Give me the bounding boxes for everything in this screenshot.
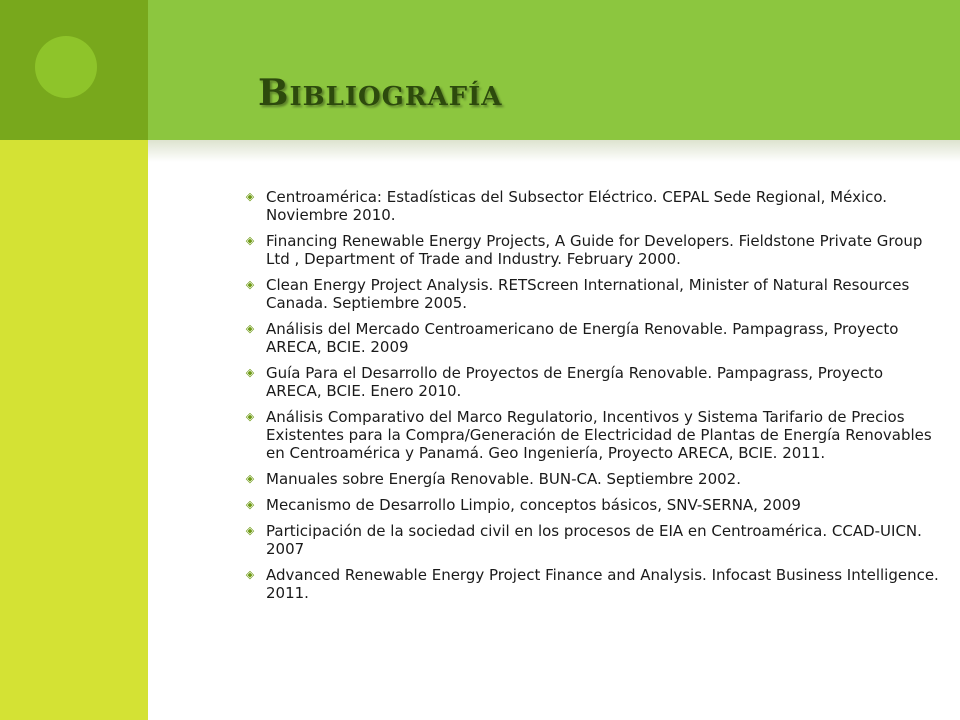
bibliography-item: [244, 276, 940, 312]
bibliography-text: Financing Renewable Energy Projects, A Guide for Developers. Fieldstone Private Group Ltd , Department of Trade and Industry. February 2000.: [266, 232, 923, 268]
bibliography-text: Participación de la sociedad civil en los procesos de EIA en Centroamérica. CCAD-UICN. 2007: [266, 522, 922, 558]
bibliography-item: [244, 232, 940, 268]
title-first-letter: B: [258, 72, 290, 114]
bibliography-text: Manuales sobre Energía Renovable. BUN-CA. Septiembre 2002.: [266, 470, 741, 488]
bibliography-item: [244, 496, 940, 514]
title-band: [148, 0, 960, 140]
diamond-ring-icon: ◈: [245, 366, 255, 379]
bibliography-item: [244, 470, 940, 488]
diamond-ring-icon: ◈: [245, 190, 255, 203]
bibliography-item: [244, 364, 940, 400]
page-title: [258, 72, 502, 114]
diamond-ring-icon: ◈: [245, 568, 255, 581]
bibliography-item: [244, 522, 940, 558]
diamond-ring-icon: ◈: [245, 498, 255, 511]
bibliography-text: Centroamérica: Estadísticas del Subsector Eléctrico. CEPAL Sede Regional, México. Noviembre 2010.: [266, 188, 888, 224]
title-band-shadow: [148, 140, 960, 162]
diamond-ring-icon: ◈: [245, 524, 255, 537]
diamond-ring-icon: ◈: [245, 234, 255, 247]
bibliography-text: Guía Para el Desarrollo de Proyectos de Energía Renovable. Pampagrass, Proyecto ARECA, BCIE. Enero 2010.: [266, 364, 884, 400]
bibliography-item: [244, 188, 940, 224]
bibliography-text: Análisis Comparativo del Marco Regulatorio, Incentivos y Sistema Tarifario de Precios Existentes para la Compra/Generación de Electricidad de Plantas de Energía Renovables en Centroamérica y Panamá. Geo Ingeniería, Proyecto ARECA, BCIE. 2011.: [266, 408, 932, 462]
bibliography-text: Clean Energy Project Analysis. RETScreen International, Minister of Natural Resources Canada. Septiembre 2005.: [266, 276, 910, 312]
diamond-ring-icon: ◈: [245, 278, 255, 291]
bibliography-item: [244, 566, 940, 602]
diamond-ring-icon: ◈: [245, 410, 255, 423]
title-rest: IBLIOGRAFÍA: [289, 82, 503, 112]
diamond-ring-icon: ◈: [245, 472, 255, 485]
diamond-ring-icon: ◈: [245, 322, 255, 335]
bibliography-text: Advanced Renewable Energy Project Finance and Analysis. Infocast Business Intelligence. 2011.: [266, 566, 939, 602]
bibliography-item: [244, 408, 940, 462]
circle-ornament: [35, 36, 97, 98]
bibliography-text: Mecanismo de Desarrollo Limpio, conceptos básicos, SNV-SERNA, 2009: [266, 496, 801, 514]
bibliography-list: [244, 188, 940, 610]
bibliography-item: [244, 320, 940, 356]
bibliography-text: Análisis del Mercado Centroamericano de Energía Renovable. Pampagrass, Proyecto ARECA, BCIE. 2009: [266, 320, 899, 356]
